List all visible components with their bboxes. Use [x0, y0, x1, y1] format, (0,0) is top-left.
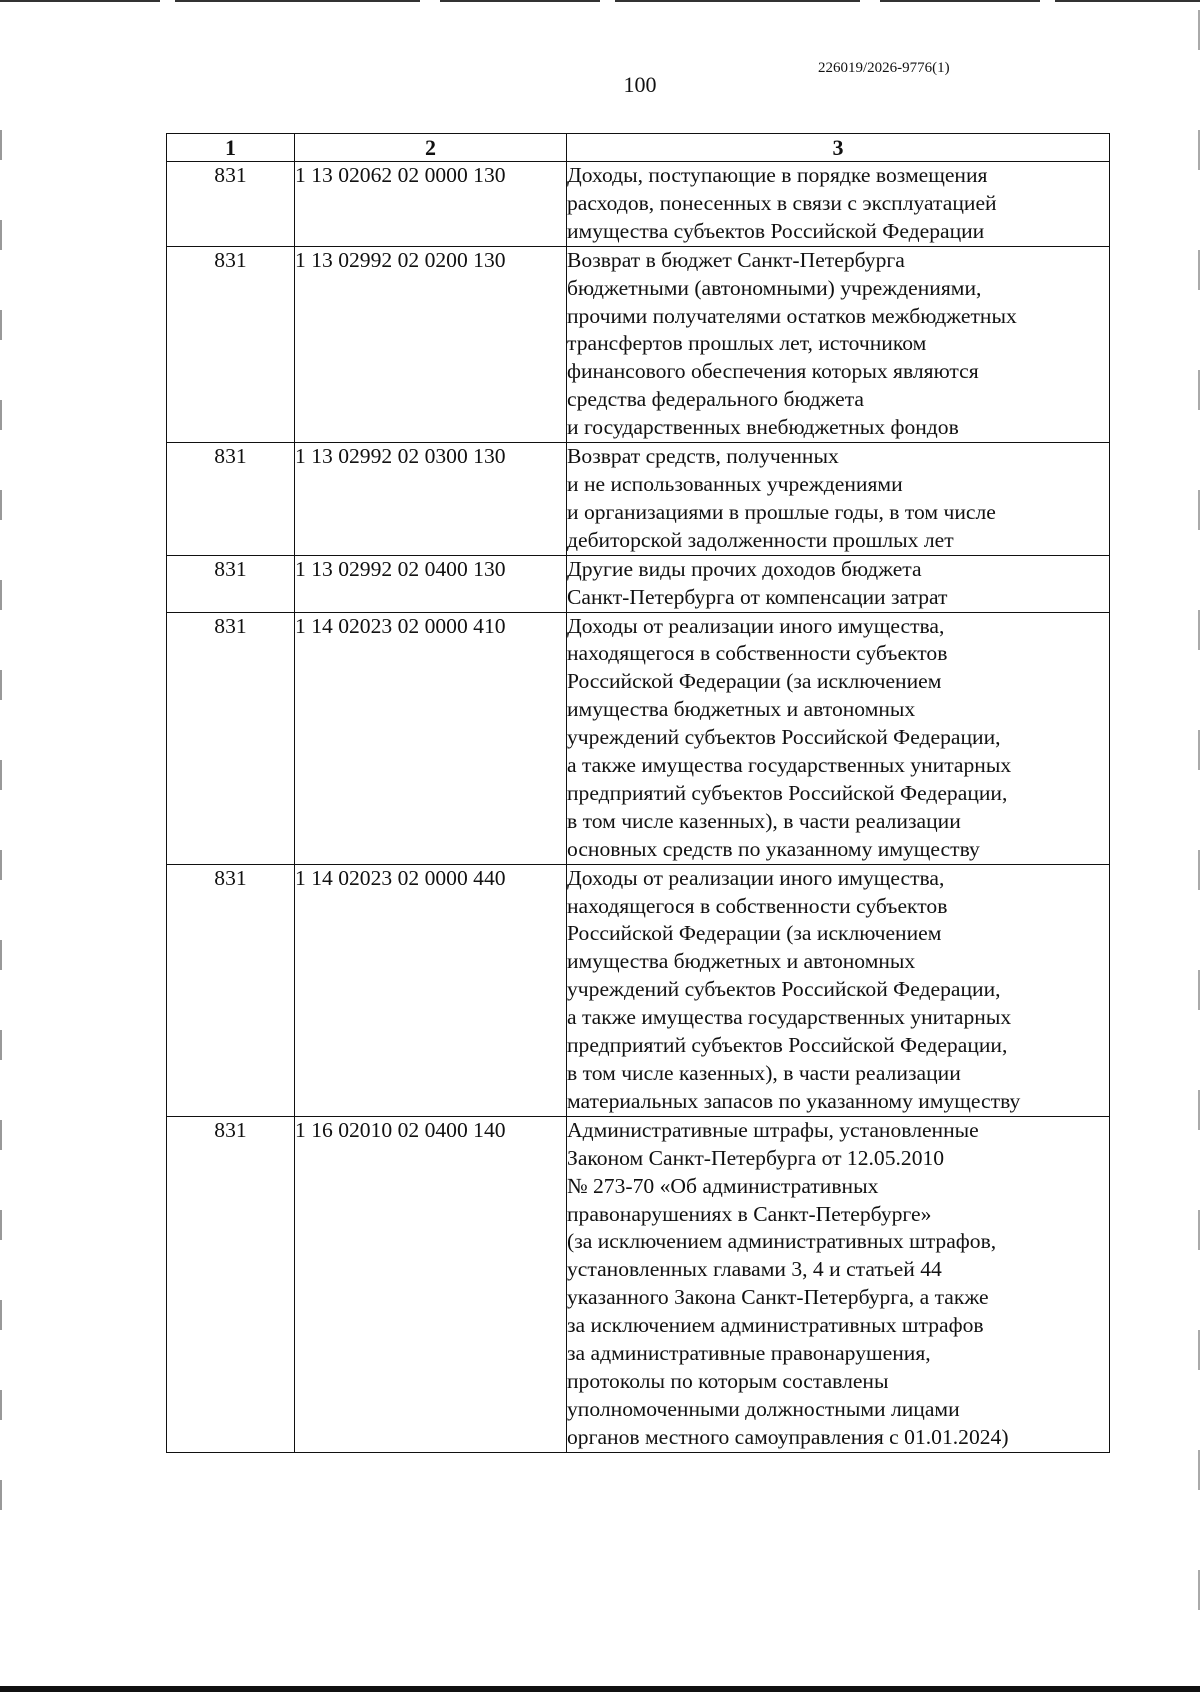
description-line: в том числе казенных), в части реализации: [567, 808, 961, 833]
description-line: находящегося в собственности субъектов: [567, 641, 948, 666]
table-row: [167, 864, 1110, 1116]
admin-code-cell: 831: [167, 246, 295, 442]
scan-edge-left: [0, 130, 2, 1570]
description-line: Административные штрафы, установленные: [567, 1117, 979, 1142]
description-line: находящегося в собственности субъектов: [567, 893, 948, 918]
admin-code-cell: 831: [167, 1116, 295, 1452]
document-registration-number: 226019/2026-9776(1): [818, 60, 950, 76]
description-line: Российской Федерации (за исключением: [567, 921, 942, 946]
description-line: за исключением административных штрафов: [567, 1313, 984, 1338]
description-line: дебиторской задолженности прошлых лет: [567, 527, 954, 552]
table-body: [167, 162, 1110, 1453]
description-line: Другие виды прочих доходов бюджета: [567, 556, 922, 581]
description-line: и государственных внебюджетных фондов: [567, 415, 959, 440]
description-line: прочими получателями остатков межбюджетных: [567, 303, 1017, 328]
budget-classification-code-cell: 1 13 02992 02 0200 130: [295, 246, 567, 442]
admin-code-cell: 831: [167, 443, 295, 556]
description-line: и организациями в прошлые годы, в том числе: [567, 499, 996, 524]
description-line: Доходы, поступающие в порядке возмещения: [567, 163, 988, 187]
description-line: а также имущества государственных унитарных: [567, 1005, 1012, 1030]
table-row: [167, 246, 1110, 442]
budget-classification-code-cell: 1 13 02062 02 0000 130: [295, 162, 567, 247]
description-line: средства федерального бюджета: [567, 387, 865, 412]
description-line: Доходы от реализации иного имущества,: [567, 865, 945, 890]
budget-classification-code-cell: 1 13 02992 02 0400 130: [295, 555, 567, 612]
description-line: за административные правонарушения,: [567, 1341, 931, 1366]
description-line: имущества бюджетных и автономных: [567, 949, 916, 974]
description-line: Доходы от реализации иного имущества,: [567, 613, 945, 638]
description-line: расходов, понесенных в связи с эксплуатацией: [567, 190, 997, 215]
description-line: Возврат в бюджет Санкт-Петербурга: [567, 247, 905, 272]
table-row: [167, 443, 1110, 556]
description-line: учреждений субъектов Российской Федерации,: [567, 977, 1001, 1002]
table-header-row: [167, 134, 1110, 162]
admin-code-cell: 831: [167, 162, 295, 247]
description-line: уполномоченными должностными лицами: [567, 1396, 960, 1421]
table-row: [167, 1116, 1110, 1452]
description-line: № 273-70 «Об административных: [567, 1173, 879, 1198]
revenue-description-cell: [567, 864, 1110, 1116]
column-header-2: 2: [295, 134, 567, 162]
description-line: Санкт-Петербурга от компенсации затрат: [567, 584, 948, 609]
description-line: имущества субъектов Российской Федерации: [567, 218, 985, 243]
scan-edge-top: [0, 0, 1200, 2]
table-row: [167, 612, 1110, 864]
description-line: материальных запасов по указанному имуществу: [567, 1088, 1021, 1113]
description-line: и не использованных учреждениями: [567, 471, 903, 496]
description-line: установленных главами 3, 4 и статьей 44: [567, 1257, 942, 1282]
revenue-description-cell: [567, 162, 1110, 247]
revenue-description-cell: [567, 612, 1110, 864]
admin-code-cell: 831: [167, 555, 295, 612]
description-line: имущества бюджетных и автономных: [567, 697, 916, 722]
description-line: Возврат средств, полученных: [567, 444, 839, 469]
description-line: финансового обеспечения которых являются: [567, 359, 979, 384]
description-line: основных средств по указанному имуществу: [567, 836, 980, 861]
description-line: протоколы по которым составлены: [567, 1368, 889, 1393]
description-line: а также имущества государственных унитарных: [567, 753, 1012, 778]
revenue-description-cell: [567, 555, 1110, 612]
description-line: трансфертов прошлых лет, источником: [567, 331, 927, 356]
column-header-1: 1: [167, 134, 295, 162]
budget-classification-code-cell: 1 13 02992 02 0300 130: [295, 443, 567, 556]
revenue-description-cell: [567, 246, 1110, 442]
description-line: правонарушениях в Санкт-Петербурге»: [567, 1201, 932, 1226]
revenue-description-cell: [567, 1116, 1110, 1452]
table-row: [167, 162, 1110, 247]
description-line: предприятий субъектов Российской Федерации,: [567, 780, 1008, 805]
budget-classification-code-cell: 1 14 02023 02 0000 410: [295, 612, 567, 864]
description-line: Законом Санкт-Петербурга от 12.05.2010: [567, 1145, 945, 1170]
description-line: Российской Федерации (за исключением: [567, 669, 942, 694]
description-line: учреждений субъектов Российской Федерации,: [567, 725, 1001, 750]
budget-classification-code-cell: 1 16 02010 02 0400 140: [295, 1116, 567, 1452]
admin-code-cell: 831: [167, 864, 295, 1116]
description-line: бюджетными (автономными) учреждениями,: [567, 275, 982, 300]
description-line: в том числе казенных), в части реализации: [567, 1061, 961, 1085]
admin-code-cell: 831: [167, 612, 295, 864]
scan-edge-bottom: [0, 1686, 1200, 1692]
revenue-codes-table: [166, 133, 1110, 1453]
table-row: [167, 555, 1110, 612]
budget-classification-code-cell: 1 14 02023 02 0000 440: [295, 864, 567, 1116]
description-line: предприятий субъектов Российской Федерации,: [567, 1033, 1008, 1058]
column-header-3: 3: [567, 134, 1110, 162]
description-line: указанного Закона Санкт-Петербурга, а также: [567, 1285, 989, 1310]
description-line: органов местного самоуправления с 01.01.2024): [567, 1424, 1009, 1449]
description-line: (за исключением административных штрафов,: [567, 1229, 997, 1254]
revenue-description-cell: [567, 443, 1110, 556]
page-number: 100: [623, 72, 657, 97]
